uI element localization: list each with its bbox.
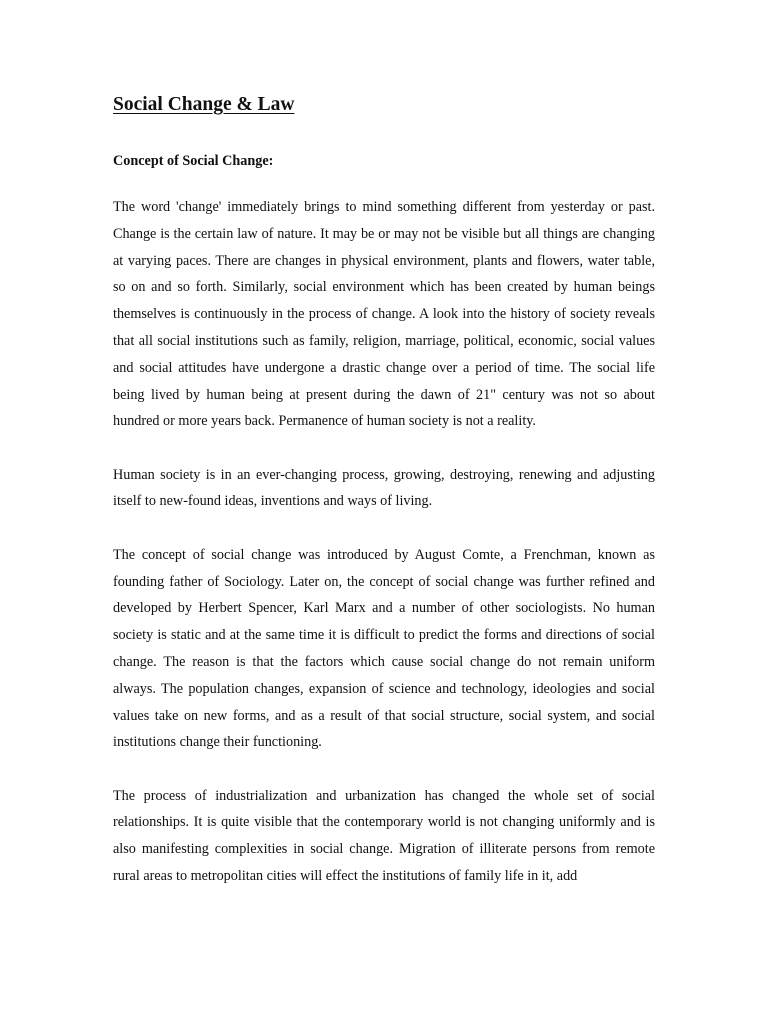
paragraph-ever-changing-society: Human society is in an ever-changing process, growing, destroying, renewing and adjusting itself to new-found ideas, inventions and ways of living. xyxy=(113,466,655,510)
section-heading-text: Concept of Social Change xyxy=(113,153,269,169)
paragraph-concept-origin: The concept of social change was introduced by August Comte, a Frenchman, known as founding father of Sociology. Later on, the concept of social change was further refined and developed by Herbert Spencer, Karl Marx and a number of other sociologists. No human society is static and at the same time it is difficult to predict the forms and directions of social change. The reason is that the factors which cause social change do not remain uniform always. The population changes, expansion of science and technology, ideologies and social values take on new forms, and as a result of that social structure, social system, and social institutions change their functioning. xyxy=(113,546,655,751)
section-heading xyxy=(113,151,655,171)
section-heading-colon: : xyxy=(268,153,274,169)
document-title: Social Change & Law xyxy=(113,94,295,115)
paragraph-industrialization: The process of industrialization and urbanization has changed the whole set of social relationships. It is quite visible that the contemporary world is not changing uniformly and is also manifesting complexities in social change. Migration of illiterate persons from remote rural areas to metropolitan cities will effect the institutions of family life in it, add xyxy=(113,787,655,885)
paragraph-change-definition: The word 'change' immediately brings to mind something different from yesterday or past. Change is the certain law of nature. It may be or may not be visible but all things are changing at varying paces. There are changes in physical environment, plants and flowers, water table, so on and so forth. Similarly, social environment which has been created by human beings themselves is continuously in the process of change. A look into the history of society reveals that all social institutions such as family, religion, marriage, political, economic, social values and social attitudes have undergone a drastic change over a period of time. The social life being lived by human being at present during the dawn of 21" century was not so about hundred or more years back. Permanence of human society is not a reality. xyxy=(113,199,655,430)
document-page xyxy=(113,92,655,890)
